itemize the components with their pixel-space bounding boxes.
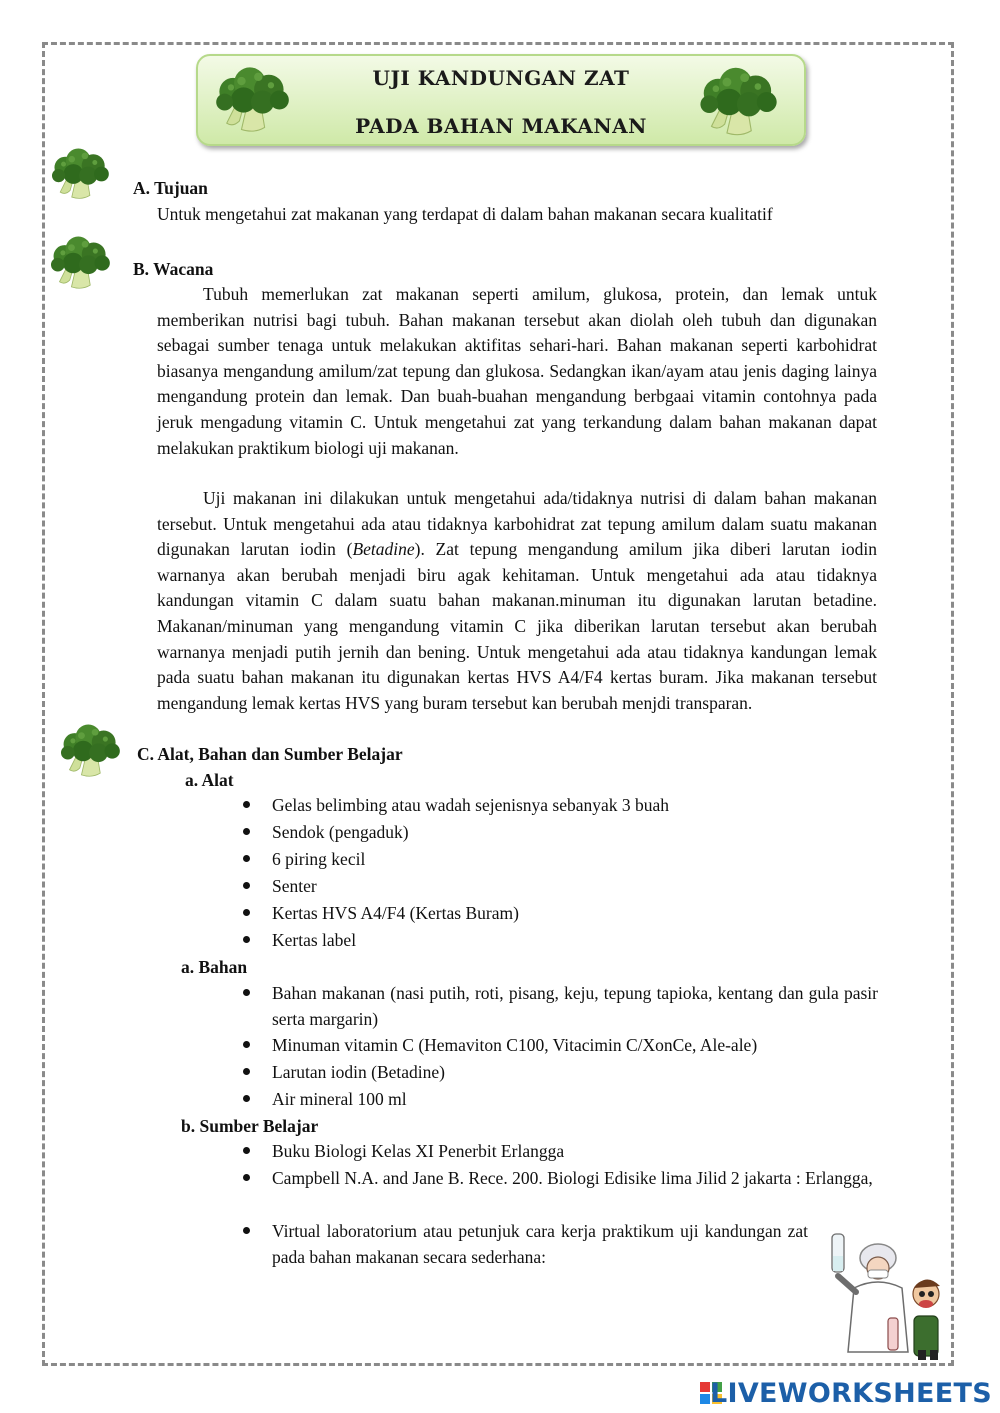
list-item: Sendok (pengaduk): [272, 822, 409, 842]
list-item: 6 piring kecil: [272, 849, 366, 869]
list-item: Minuman vitamin C (Hemaviton C100, Vitacimin C/XonCe, Ale-ale): [272, 1035, 758, 1055]
list-item: Larutan iodin (Betadine): [272, 1062, 445, 1082]
list-item: Gelas belimbing atau wadah sejenisnya sebanyak 3 buah: [272, 795, 670, 815]
broccoli-icon: [46, 234, 114, 292]
broccoli-icon: [56, 722, 124, 780]
sumber-belajar-label: b. Sumber Belajar: [181, 1116, 319, 1136]
title-line-1: UJI KANDUNGAN ZAT: [372, 66, 630, 90]
liveworksheets-brand[interactable]: LIVEWORKSHEETS: [709, 1378, 992, 1409]
section-b-paragraph-1: Tubuh memerlukan zat makanan seperti amilum, glukosa, protein, dan lemak untuk memberikan nutrisi bagi tubuh. Bahan makanan tersebut akan diolah oleh tubuh dan digunakan sebagai sumber tenaga untuk melakukan aktifitas sehari-hari. Bahan makanan seperti karbohidrat biasanya mengandung amilum/zat tepung dan glukosa. Sedangkan ikan/ayam atau jenis daging lainya mengandung protein dan lemak. Dan buah-buahan mengandung berbgaai vitamin contohnya pada jeruk mengadung vitamin C. Untuk mengetahui zat yang terkandung dalam bahan makanan dapat melakukan praktikum biologi uji makanan.: [157, 284, 877, 458]
bullet: [243, 1174, 250, 1181]
title-banner: [196, 54, 806, 146]
section-b-paragraph-2: Uji makanan ini dilakukan untuk mengetahui ada/tidaknya nutrisi di dalam bahan makanan tersebut. Untuk mengetahui ada atau tidaknya karbohidrat zat tepung amilum dalam suatu makanan digunakan larutan iodin (Betadine). Zat tepung mengandung amilum jika diberi larutan iodin warnanya akan berubah menjadi biru agak kehitaman. Untuk mengetahui ada atau tidaknya kandungan vitamin C dalam suatu bahan makanan.minuman itu digunakan larutan betadine. Makanan/minuman yang mengandung vitamin C jika diberikan larutan tersebut akan berubah warnanya menjadi putih jernih dan bening. Untuk mengetahui ada atau tidaknya kandungan lemak pada suatu bahan makanan itu digunakan kertas HVS A4/F4 kertas buram. Jika makanan tersebut mengandung lemak kertas HVS yang buram tersebut kan berubah menjdi transparan.: [157, 488, 877, 713]
section-c-heading: C. Alat, Bahan dan Sumber Belajar: [137, 744, 403, 764]
section-b-heading: B. Wacana: [133, 259, 214, 279]
scientists-illustration: [818, 1232, 954, 1364]
bullet: [243, 801, 250, 808]
list-item: Senter: [272, 876, 317, 896]
title-line-2: PADA BAHAN MAKANAN: [355, 114, 647, 138]
bullet: [243, 909, 250, 916]
bullet: [243, 1068, 250, 1075]
list-item: Kertas label: [272, 930, 357, 950]
bullet: [243, 936, 250, 943]
bullet: [243, 882, 250, 889]
list-item: Air mineral 100 ml: [272, 1089, 407, 1109]
bullet: [243, 1041, 250, 1048]
list-item: Bahan makanan (nasi putih, roti, pisang, keju, tepung tapioka, kentang dan gula pasir serta margarin): [272, 983, 878, 1029]
broccoli-icon: [46, 146, 114, 202]
bullet: [243, 1147, 250, 1154]
list-item: Kertas HVS A4/F4 (Kertas Buram): [272, 903, 519, 923]
list-item: Campbell N.A. and Jane B. Rece. 200. Biologi Edisike lima Jilid 2 jakarta : Erlangga,: [272, 1168, 873, 1188]
list-item: Buku Biologi Kelas XI Penerbit Erlangga: [272, 1141, 565, 1161]
bullet: [243, 855, 250, 862]
bullet: [243, 1227, 250, 1234]
bahan-label: a. Bahan: [181, 957, 248, 977]
bullet: [243, 1095, 250, 1102]
list-item: Virtual laboratorium atau petunjuk cara kerja praktikum uji kandungan zat pada bahan makanan secara sederhana:: [272, 1221, 808, 1267]
bullet: [243, 989, 250, 996]
section-a-heading: A. Tujuan: [133, 178, 208, 198]
alat-label: a. Alat: [185, 770, 234, 790]
section-a-text: Untuk mengetahui zat makanan yang terdapat di dalam bahan makanan secara kualitatif: [157, 204, 773, 224]
bullet: [243, 828, 250, 835]
